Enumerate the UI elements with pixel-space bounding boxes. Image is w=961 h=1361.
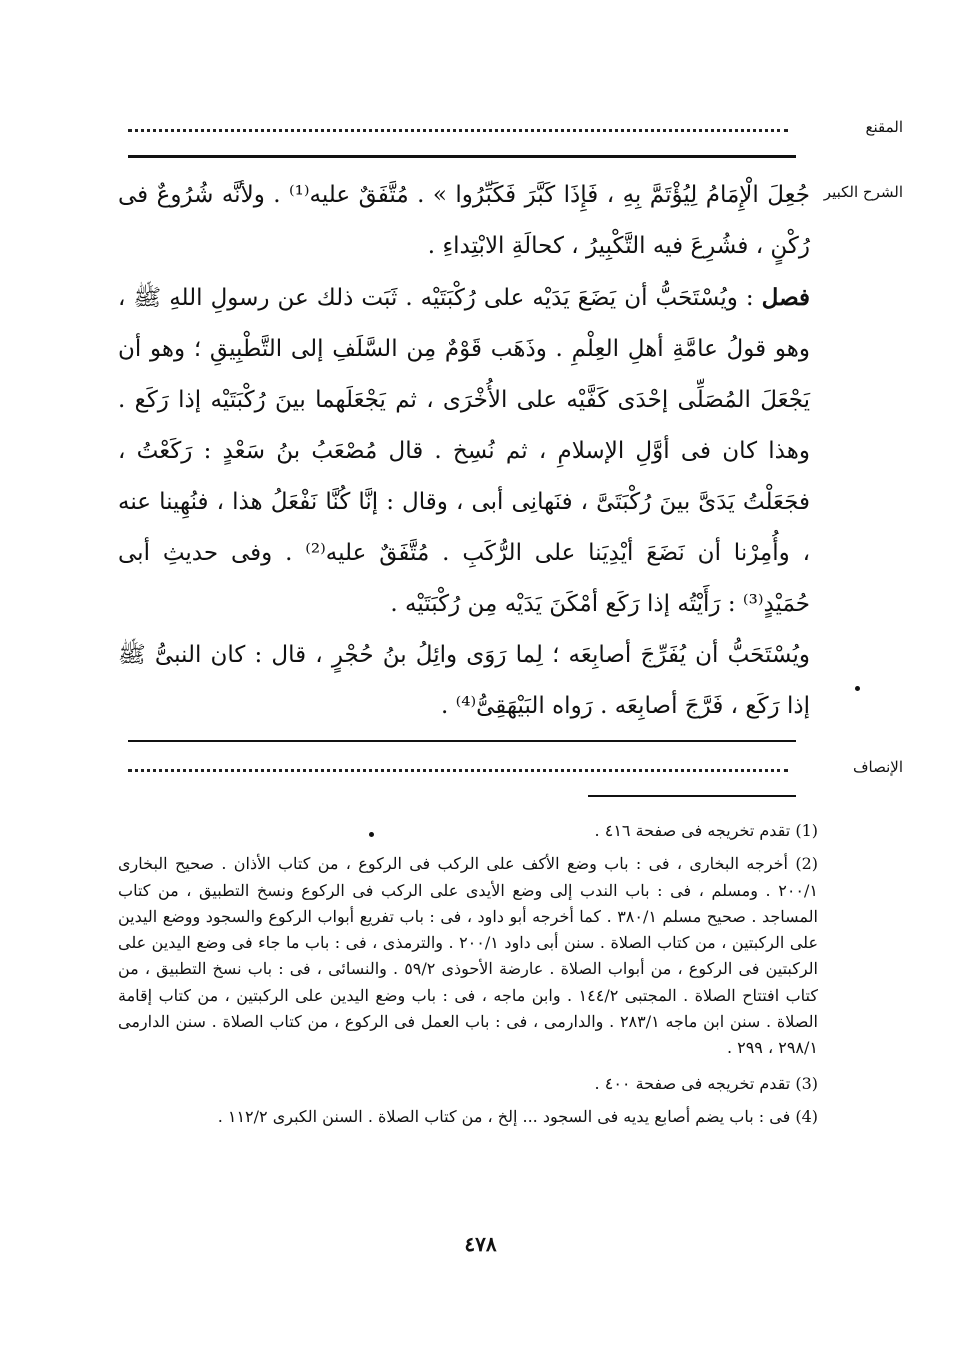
paragraph-3: ويُسْتَحَبُّ أن يُفَرِّجَ أصابِعَه ؛ لِما رَوَى وائِلُ بنُ حُجْرٍ ، قال : كان النبىُّ ﷺ إذا رَكَع ، فَرَّجَ أصابِعَه . رَواه البَيْهَقِىُّ⁽⁴⁾ . xyxy=(118,642,810,719)
main-text xyxy=(118,170,810,732)
page-number: ٤٧٨ xyxy=(464,1232,497,1256)
scan-speck xyxy=(369,832,374,837)
insaf-section-label: الإنصاف xyxy=(852,758,903,776)
muqni-dotted-line xyxy=(128,129,788,132)
muqni-section-label: المقنع xyxy=(865,118,903,136)
paragraph-2-text: : ويُسْتَحَبُّ أن يَضَعَ يَدَيْه على رُكْبَتَيْه . ثَبَت ذلك عن رسولِ اللهِ ﷺ ، وهو قولُ عامَّةِ أهلِ العِلْمِ . وذَهَب قَوْمٌ مِن السَّلَفِ إلى التَّطْبِيقِ ؛ وهو أن يَجْعَلَ المُصَلِّى إحْدَى كَفَّيْه على الأُخْرَى ، ثم يَجْعَلَهما بينَ رُكْبَتَيْه إذا رَكَع . وهذا كان فى أوَّلِ الإسلامِ ، ثم نُسِخ . قال مُصْعَبُ بنُ سَعْدٍ : رَكَعْتُ ، فجَعَلْتُ يَدَىَّ بينَ رُكْبَتَىَّ ، فنَهانِى أبى ، وقال : إنَّا كُنَّا نَفْعَلُ هذا ، فنُهِينا عنه ، وأُمِرْنا أن نَضَعَ أيْدِيَنا على الرُّكَبِ . مُتَّفَقٌ عليه⁽²⁾ . وفى حديثِ أبى حُمَيْدٍ⁽³⁾ : رَأَيْتُه إذا رَكَع أمْكَنَ يَدَيْه مِن رُكْبَتَيْه . xyxy=(118,285,811,617)
paragraph-1: جُعِلَ الْإِمَامُ لِيُؤْتَمَّ بِهِ ، فَإِذَا كَبَّرَ فَكَبِّرُوا » . مُتَّفَقٌ عليه⁽¹⁾ . ولأنَّه شُرُوعٌ فى رُكْنٍ ، فشُرِعَ فيه التَّكْبِيرُ ، كحالَةِ الابْتِداءِ . xyxy=(118,182,810,259)
scan-speck xyxy=(855,686,860,691)
footnote-4: (4) فى : باب يضم أصابع يديه فى السجود ... إلخ ، من كتاب الصلاة . السنن الكبرى ١١٢/٢ . xyxy=(217,1106,818,1126)
footnotes xyxy=(118,818,818,1137)
footnote-separator xyxy=(588,795,796,797)
insaf-dotted-line xyxy=(128,769,788,772)
body-end-rule xyxy=(128,740,796,742)
header-rule xyxy=(128,155,796,158)
sharh-section-label: الشرح الكبير xyxy=(823,183,903,201)
footnote-3: (3) تقدم تخريجه فى صفحة ٤٠٠ . xyxy=(594,1073,818,1093)
footnote-2: (2) أخرجه البخارى ، فى : باب وضع الأكف على الركب فى الركوع ، من كتاب الأذان . صحيح البخارى ٢٠٠/١ . ومسلم ، فى : باب الندب إلى وضع الأيدى على الركب فى الركوع ونسخ التطبيق ، من كتاب المساجد . صحيح مسلم ٣٨٠/١ . كما أخرجه أبو داود ، فى : باب تفريع أبواب الركوع والسجود ووضع اليدين على الركبتين ، من كتاب الصلاة . سنن أبى داود ٢٠٠/١ . والترمذى ، فى : باب ما جاء فى وضع اليدين على الركبتين فى الركوع ، من أبواب الصلاة . عارضة الأحوذى ٥٩/٢ . والنسائى ، فى : باب نسخ التطبيق ، من كتاب افتتاح الصلاة . المجتبى ١٤٤/٢ . وابن ماجه ، فى : باب وضع اليدين على الركبتين ، من كتاب إقامة الصلاة . سنن ابن ماجه ٢٨٣/١ . والدارمى ، فى : باب العمل فى الركوع ، من كتاب الصلاة . سنن الدارمى ٢٩٨/١ ، ٢٩٩ . xyxy=(118,854,819,1058)
section-keyword: فصل xyxy=(761,284,811,311)
paragraph-2 xyxy=(118,272,810,630)
footnote-1: (1) تقدم تخريجه فى صفحة ٤١٦ . xyxy=(594,821,818,840)
